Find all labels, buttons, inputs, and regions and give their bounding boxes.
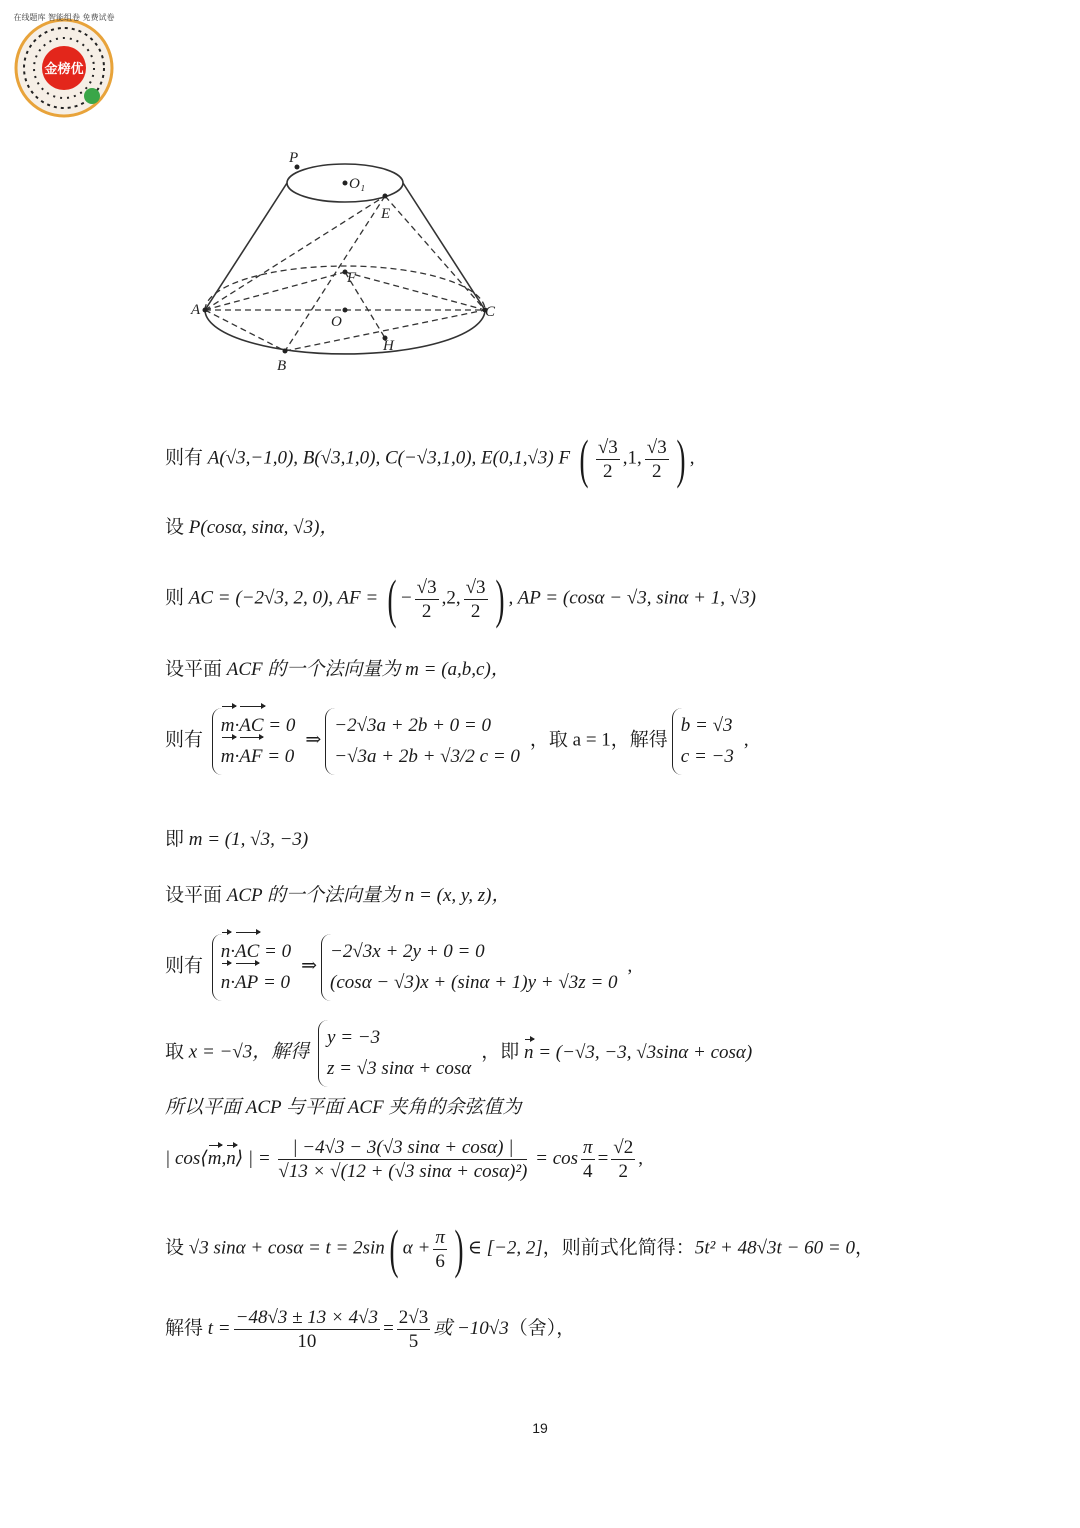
text: 即	[165, 829, 185, 850]
text: 则有	[165, 729, 204, 751]
svg-text:金榜优: 金榜优	[44, 62, 84, 77]
text: 取	[165, 1041, 185, 1063]
math: x = −√3，解得	[188, 1041, 310, 1063]
math: m = (1, √3, −3)	[188, 829, 309, 850]
line-solve-t: 解得 t = $\frac{-48√3 \pm 13 \times 4√3}{10}$ = $\frac{2√3}{5}$ 或 −10√3（舍），	[165, 1307, 576, 1352]
label-B: B	[277, 358, 287, 374]
text: ，取 a = 1，解得	[529, 729, 668, 751]
text: 则有	[165, 447, 204, 469]
label-O: O	[331, 314, 342, 330]
brand-logo	[10, 8, 118, 120]
text: ，则前式化简得：	[542, 1237, 695, 1259]
line-m-result	[165, 830, 308, 849]
line-normal-m	[165, 660, 510, 679]
svg-text:在线题库 智能组卷 免费试卷: 在线题库 智能组卷 免费试卷	[13, 13, 115, 22]
text: 设	[165, 517, 185, 538]
line-cosine-title	[165, 1098, 521, 1117]
math: ACF 的一个法向量为 m = (a,b,c)，	[226, 659, 510, 680]
line-coordinates: 则有 A(√3,−1,0), B(√3,1,0), C(−√3,1,0), E(0,1,√3) F ( $\frac{√3}{2}$ ,1, $\frac{√3}{2}$ ) ,	[165, 429, 695, 489]
text: 则有	[165, 955, 204, 977]
label-C: C	[485, 304, 496, 320]
line-solve-n: 取 x = −√3，解得 y = −3 z = √3 sinα + cosα ，即 n = (−√3, −3, √3sinα + cosα)	[165, 1020, 752, 1087]
label-P: P	[289, 150, 299, 166]
line-system-m: 则有 m·AC = 0 m·AF = 0 ⇒ −2√3a + 2b + 0 = 0 −√3a + 2b + √3/2 c = 0 ，取 a = 1，解得 b = √3 c = −3 ,	[165, 708, 749, 775]
text: 设	[165, 1237, 185, 1259]
label-H: H	[383, 338, 394, 354]
math: AC = (−2√3, 2, 0), AF =	[188, 587, 379, 609]
line-substitution: 设 √3 sinα + cosα = t = 2sin( α + $\frac{\pi}{6}$ ) ∈ [−2, 2]，则前式化简得：5t² + 48√3t − 60 = 0，	[165, 1219, 874, 1279]
line-normal-n	[165, 886, 511, 905]
page-number: 19	[532, 1420, 548, 1436]
text: 则	[165, 587, 185, 609]
text: 所以平面 ACP 与平面 ACF 夹角的余弦值为	[165, 1097, 522, 1118]
text: 设平面	[165, 885, 223, 906]
line-set-P	[165, 518, 338, 537]
text: 设平面	[165, 659, 223, 680]
label-O1: O₁	[349, 176, 366, 192]
label-F: F	[347, 270, 357, 286]
text: 解得	[165, 1317, 204, 1339]
math: P(cosα, sinα, √3)，	[188, 517, 339, 538]
line-system-n: 则有 n·AC = 0 n·AP = 0 ⇒ −2√3x + 2y + 0 = 0 (cosα − √3)x + (sinα + 1)y + √3z = 0 ,	[165, 934, 632, 1001]
geometry-figure	[185, 148, 505, 376]
text: （舍），	[508, 1317, 576, 1339]
math: ACP 的一个法向量为 n = (x, y, z)，	[226, 885, 511, 906]
math: A(√3,−1,0), B(√3,1,0), C(−√3,1,0), E(0,1,√3) F	[207, 447, 571, 469]
line-cosine-formula: | cos⟨m,n⟩ | = $\frac{| -4√3 - 3(√3 \sin\alpha + \cos\alpha) |}{\text{√13 × √(12 + (√3 sinα + cosα)²)}}$ = cos $\frac{\pi}{4}$ = $\frac{√2}{2}$ ,	[165, 1137, 643, 1182]
label-E: E	[381, 206, 391, 222]
line-vectors: 则 AC = (−2√3, 2, 0), AF = ( − $\frac{√3}{2}$ ,2, $\frac{√3}{2}$ ) , AP = (cosα − √3, sinα + 1, √3)	[165, 569, 756, 629]
label-A: A	[191, 302, 201, 318]
